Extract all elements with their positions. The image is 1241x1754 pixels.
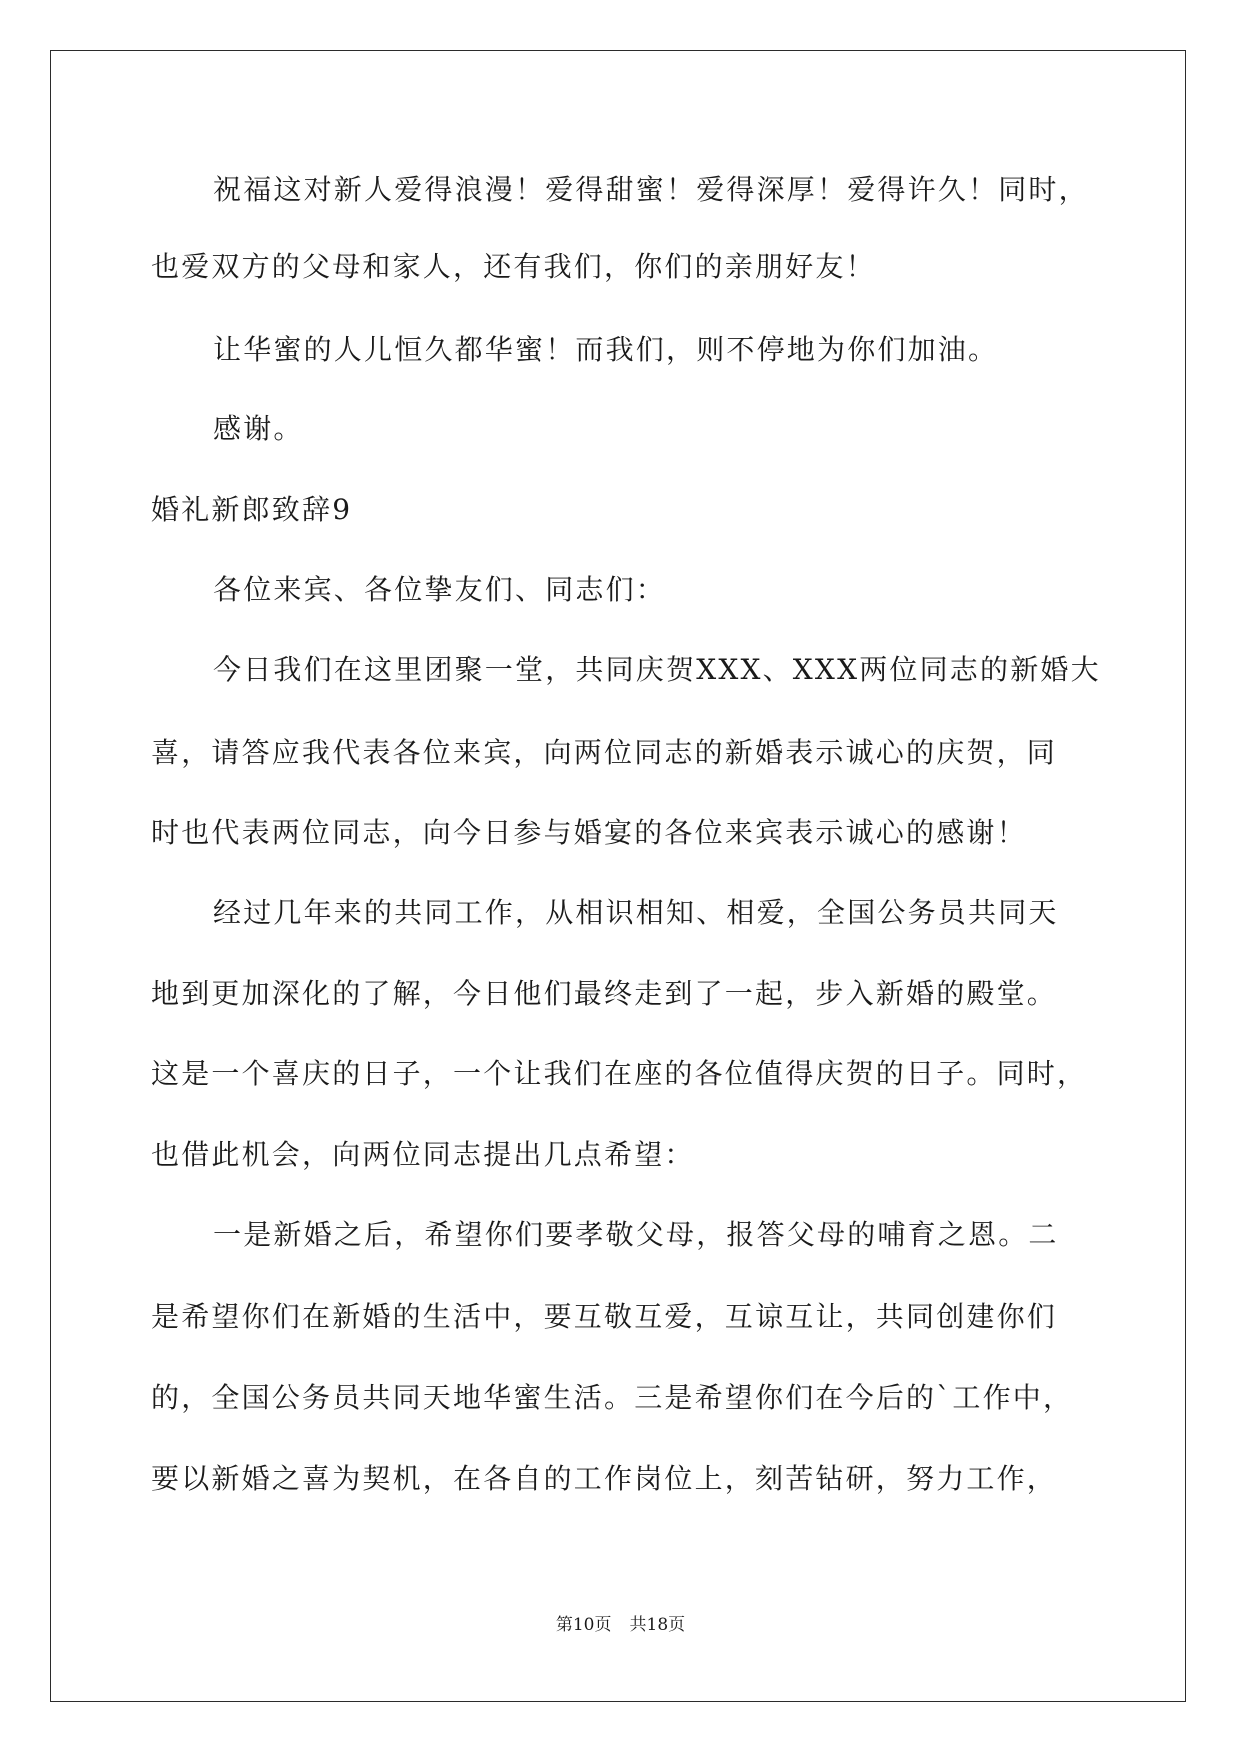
paragraph-line: 要以新婚之喜为契机，在各自的工作岗位上，刻苦钻研，努力工作， [151,1462,1058,1495]
page-number: 第10页 [555,1615,612,1635]
paragraph-line: 这是一个喜庆的日子，一个让我们在座的各位值得庆贺的日子。同时， [151,1057,1088,1090]
paragraph-line: 今日我们在这里团聚一堂，共同庆贺XXX、XXX两位同志的新婚大 [213,653,1101,686]
paragraph-line: 让华蜜的人儿恒久都华蜜！而我们，则不停地为你们加油。 [213,333,999,366]
paragraph-line: 也借此机会，向两位同志提出几点希望： [151,1138,695,1171]
paragraph-line: 祝福这对新人爱得浪漫！爱得甜蜜！爱得深厚！爱得许久！同时， [213,173,1089,206]
paragraph-line: 各位来宾、各位挚友们、同志们： [213,573,667,606]
page-total: 共18页 [629,1615,686,1635]
paragraph-line: 一是新婚之后，希望你们要孝敬父母，报答父母的哺育之恩。二 [213,1218,1059,1251]
paragraph-line: 是希望你们在新婚的生活中，要互敬互爱，互谅互让，共同创建你们 [151,1300,1058,1333]
paragraph-line: 的，全国公务员共同天地华蜜生活。三是希望你们在今后的`工作中， [151,1381,1074,1414]
paragraph-line: 地到更加深化的了解，今日他们最终走到了一起，步入新婚的殿堂。 [151,977,1058,1010]
page-border [50,50,1186,1702]
paragraph-line: 经过几年来的共同工作，从相识相知、相爱，全国公务员共同天 [213,896,1059,929]
page-footer [0,1613,1241,1637]
paragraph-line: 喜，请答应我代表各位来宾，向两位同志的新婚表示诚心的庆贺，同 [151,736,1058,769]
section-heading: 婚礼新郎致辞9 [151,493,353,526]
paragraph-line: 也爱双方的父母和家人，还有我们，你们的亲朋好友！ [151,250,876,283]
paragraph-line: 感谢。 [213,412,304,445]
paragraph-line: 时也代表两位同志，向今日参与婚宴的各位来宾表示诚心的感谢！ [151,816,1027,849]
